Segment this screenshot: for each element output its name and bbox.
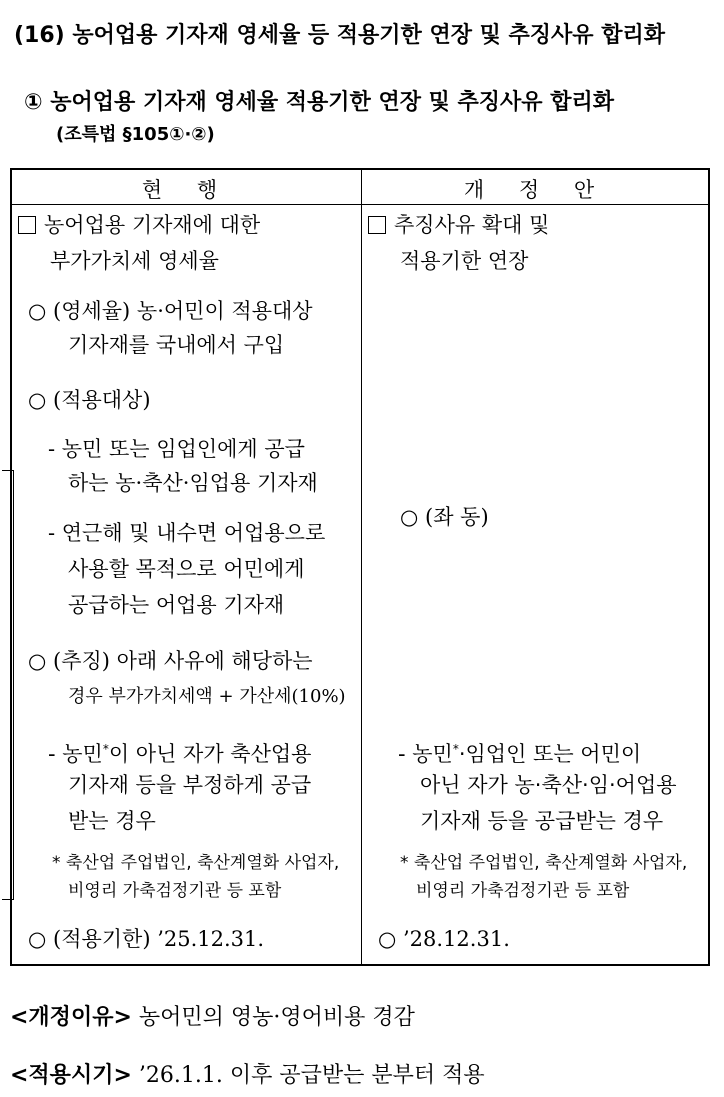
- timing-text: ’26.1.1. 이후 공급받는 분부터 적용: [138, 1063, 485, 1088]
- checkbox-square-icon: [368, 216, 386, 234]
- reason-row: [10, 1000, 415, 1031]
- left-item-recovery: ○ (추징) 아래 사유에 해당하는: [28, 649, 313, 673]
- left-heading-line1: 농어업용 기자재에 대한: [44, 213, 261, 237]
- comparison-table: [10, 168, 710, 966]
- bracket-line: [2, 470, 14, 900]
- right-recovery-case-sup: *: [452, 742, 459, 756]
- sub-title: ① 농어업용 기자재 영세율 적용기한 연장 및 추징사유 합리화: [24, 90, 614, 115]
- reason-label: <개정이유>: [10, 1005, 132, 1030]
- right-recovery-case-b: ·임업인 또는 어민이: [458, 742, 642, 766]
- left-target-fish-line2: 사용할 목적으로 어민에게: [68, 557, 305, 581]
- left-target-farm-line2: 하는 농·축산·임업용 기자재: [68, 471, 318, 495]
- timing-label: <적용시기>: [10, 1063, 132, 1088]
- column-divider: [361, 170, 362, 964]
- left-item-target: ○ (적용대상): [28, 388, 151, 412]
- header-divider: [12, 204, 708, 205]
- column-header-proposed: 개 정 안: [463, 178, 609, 202]
- checkbox-square-icon: [18, 216, 36, 234]
- left-deadline: ○ (적용기한) ’25.12.31.: [28, 927, 265, 951]
- left-heading-line2: 부가가치세 영세율: [50, 249, 219, 273]
- left-recovery-case-line2: 기자재 등을 부정하게 공급: [68, 773, 312, 797]
- right-recovery-case: [398, 732, 641, 771]
- reason-text: 농어민의 영농·영어비용 경감: [138, 1005, 415, 1030]
- left-target-farm: - 농민 또는 임업인에게 공급: [48, 437, 305, 461]
- right-recovery-case-line3: 기자재 등을 공급받는 경우: [420, 809, 664, 833]
- left-recovery-case-b: 이 아닌 자가 축산업용: [108, 742, 312, 766]
- left-recovery-case-a: - 농민: [48, 742, 103, 766]
- left-item-rate-line2: 기자재를 국내에서 구입: [68, 333, 285, 357]
- left-note: * 축산업 주업법인, 축산계열화 사업자,: [52, 853, 340, 873]
- right-heading-line1: 추징사유 확대 및: [394, 213, 550, 237]
- left-recovery-case: [48, 732, 311, 771]
- right-heading: [368, 208, 549, 242]
- right-same: ○ (좌 동): [400, 505, 489, 529]
- column-header-current: 현 행: [141, 178, 232, 202]
- left-heading: [18, 208, 260, 242]
- left-item-recovery-line2: 경우 부가가치세액 + 가산세(10%): [68, 686, 346, 707]
- law-reference: (조특법 §105①·②): [56, 124, 215, 145]
- left-target-fish-line3: 공급하는 어업용 기자재: [68, 593, 285, 617]
- timing-row: [10, 1058, 485, 1089]
- right-note-line2: 비영리 가축검정기관 등 포함: [416, 881, 630, 901]
- left-recovery-case-sup: *: [102, 742, 109, 756]
- right-note: * 축산업 주업법인, 축산계열화 사업자,: [400, 853, 688, 873]
- left-note-line2: 비영리 가축검정기관 등 포함: [68, 881, 282, 901]
- left-target-fish: - 연근해 및 내수면 어업용으로: [48, 521, 326, 545]
- right-heading-line2: 적용기한 연장: [400, 249, 529, 273]
- right-recovery-case-a: - 농민: [398, 742, 453, 766]
- right-recovery-case-line2: 아닌 자가 농·축산·임·어업용: [420, 773, 677, 797]
- left-item-rate: ○ (영세율) 농·어민이 적용대상: [28, 299, 313, 323]
- left-recovery-case-line3: 받는 경우: [68, 809, 156, 833]
- main-title: (16) 농어업용 기자재 영세율 등 적용기한 연장 및 추징사유 합리화: [14, 23, 665, 48]
- right-deadline: ○ ’28.12.31.: [378, 927, 510, 951]
